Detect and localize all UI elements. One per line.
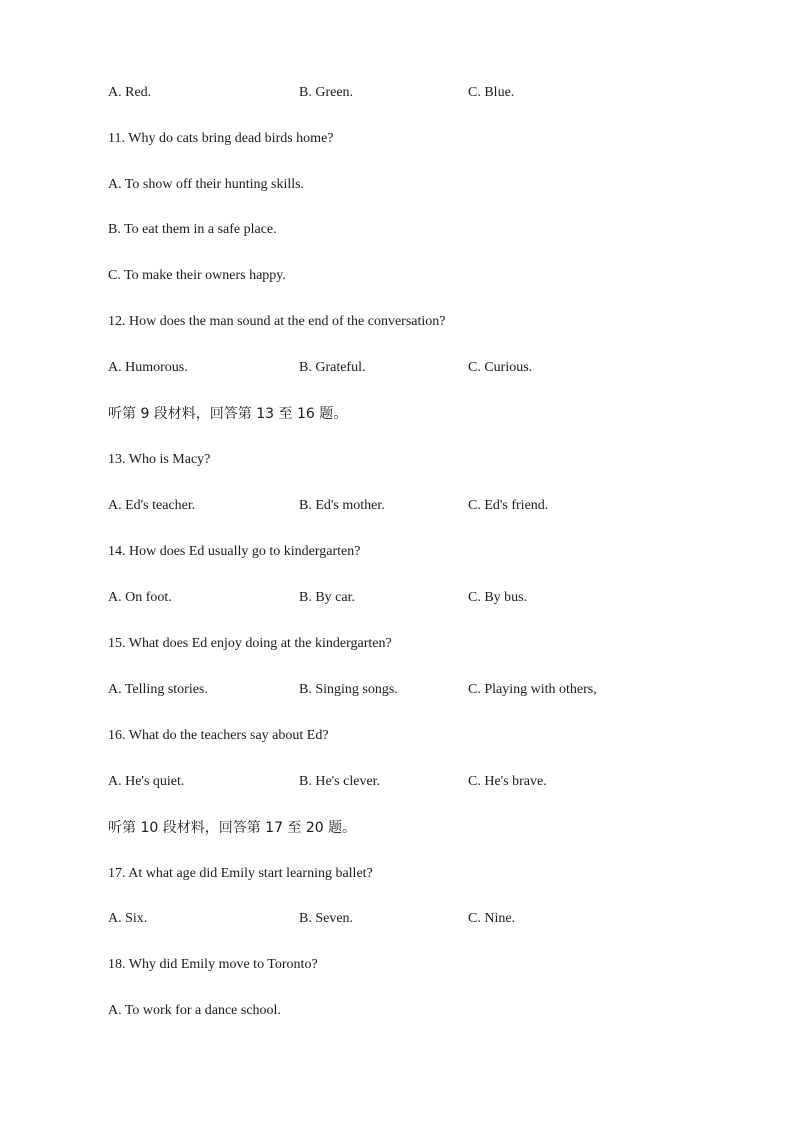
option-c: C. Ed's friend. [468,498,549,513]
option-c: C. Nine. [468,911,516,926]
question-15: 15. What does Ed enjoy doing at the kindergarten? [108,636,392,651]
option-a: A. Telling stories. [108,682,208,697]
option-a: A. Ed's teacher. [108,498,196,513]
option-line-q11-b: B. To eat them in a safe place. [108,222,277,237]
option-c: C. Playing with others, [468,682,597,697]
option-b: B. Grateful. [299,360,366,375]
option-a: A. Humorous. [108,360,188,375]
option-c: C. Blue. [468,85,515,100]
section-heading-9: 听第 9 段材料，回答第 13 至 16 题。 [108,406,348,422]
option-a: A. He's quiet. [108,774,185,789]
option-line-q11-a: A. To show off their hunting skills. [108,177,305,192]
option-b: B. By car. [299,590,355,605]
option-line-q11-c: C. To make their owners happy. [108,268,286,283]
section-heading-10: 听第 10 段材料，回答第 17 至 20 题。 [108,820,357,836]
question-14: 14. How does Ed usually go to kindergarten? [108,544,361,559]
question-13: 13. Who is Macy? [108,452,211,467]
option-a: A. Six. [108,911,148,926]
option-c: C. He's brave. [468,774,547,789]
question-12: 12. How does the man sound at the end of the conversation? [108,314,446,329]
option-a: A. On foot. [108,590,172,605]
option-b: B. Green. [299,85,354,100]
option-b: B. Seven. [299,911,354,926]
option-c: C. By bus. [468,590,528,605]
option-a: A. Red. [108,85,152,100]
question-18: 18. Why did Emily move to Toronto? [108,957,318,972]
option-b: B. He's clever. [299,774,381,789]
option-line-q18-a: A. To work for a dance school. [108,1003,281,1018]
question-16: 16. What do the teachers say about Ed? [108,728,329,743]
question-11: 11. Why do cats bring dead birds home? [108,131,334,146]
question-17: 17. At what age did Emily start learning ballet? [108,866,373,881]
option-b: B. Ed's mother. [299,498,385,513]
option-b: B. Singing songs. [299,682,398,697]
option-c: C. Curious. [468,360,533,375]
